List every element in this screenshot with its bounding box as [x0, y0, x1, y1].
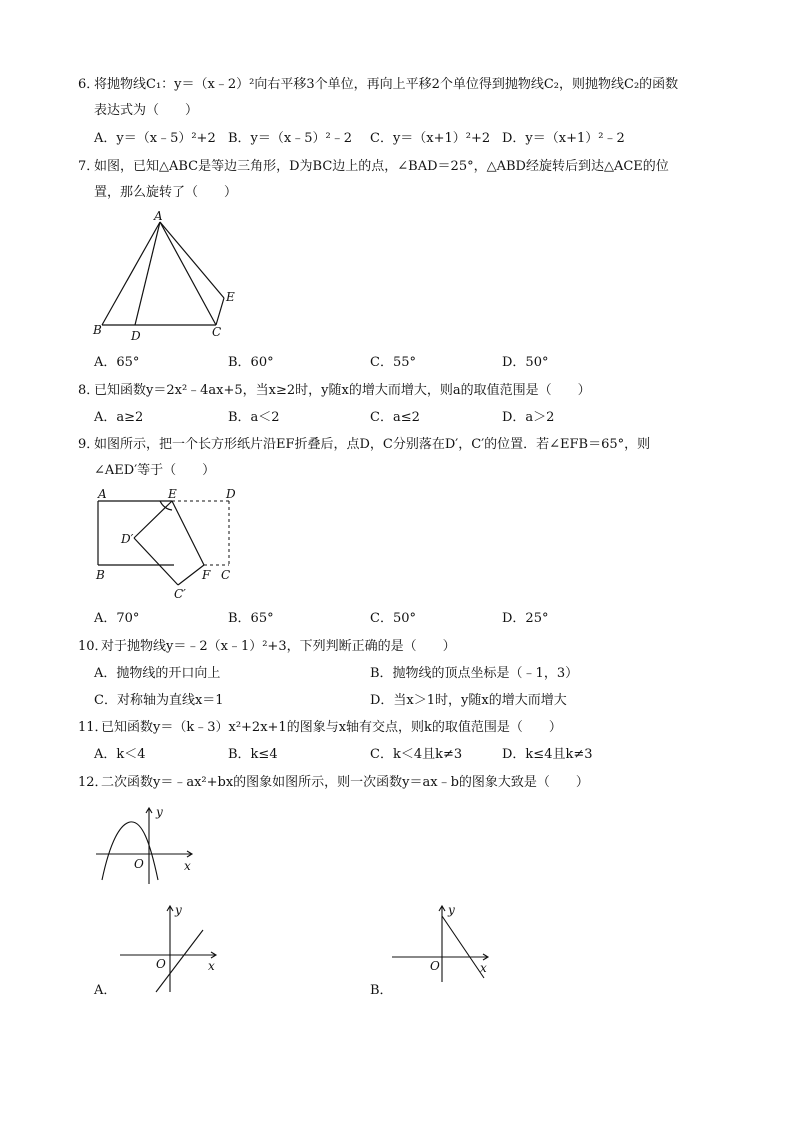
- q12-parabola-label-y: y: [156, 805, 163, 819]
- q9-folded-rectangle-figure: [90, 484, 250, 604]
- q6-text-line2: 表达式为（ ）: [94, 103, 199, 118]
- q12-b-label-y: y: [448, 903, 455, 917]
- q11-option-b[interactable]: B．k≤4: [228, 747, 278, 762]
- q12-text-line1: 二次函数y＝﹣ax²+bx的图象如图所示，则一次函数y＝ax﹣b的图象大致是（ ）: [101, 775, 589, 790]
- q11-option-a[interactable]: A．k＜4: [94, 747, 146, 762]
- q11-option-d[interactable]: D．k≤4且k≠3: [502, 747, 593, 762]
- q9-number: 9．: [78, 437, 100, 452]
- q7-option-a[interactable]: A．65°: [94, 355, 140, 370]
- q9-label-a: A: [98, 487, 107, 501]
- q7-option-b[interactable]: B．60°: [228, 355, 274, 370]
- q7-option-c[interactable]: C．55°: [370, 355, 416, 370]
- q12-option-a[interactable]: A．: [94, 983, 117, 998]
- q9-segment-ed-prime: [134, 501, 172, 538]
- q10-option-a[interactable]: A．抛物线的开口向上: [94, 666, 221, 681]
- q12-a-label-o: O: [156, 957, 166, 971]
- q9-segment-ef: [172, 501, 204, 565]
- q8-number: 8．: [78, 383, 100, 398]
- q9-label-c: C: [221, 568, 231, 582]
- q11-option-c[interactable]: C．k＜4且k≠3: [370, 747, 463, 762]
- q6-option-c[interactable]: C．y＝（x+1）²+2: [370, 131, 491, 146]
- q9-option-b[interactable]: B．65°: [228, 611, 274, 626]
- q12-number: 12．: [78, 775, 108, 790]
- q12-b-label-x: x: [480, 961, 487, 975]
- q10-option-d[interactable]: D．当x＞1时，y随x的增大而增大: [370, 693, 567, 708]
- q9-label-c-prime: C′: [174, 587, 186, 601]
- q8-text-line1: 已知函数y＝2x²﹣4ax+5，当x≥2时，y随x的增大而增大，则a的取值范围是（ ）: [94, 383, 591, 398]
- q9-segment-d-prime-c-prime: [134, 538, 178, 585]
- q12-option-b[interactable]: B．: [370, 983, 393, 998]
- q7-segment-ab: [102, 222, 160, 325]
- q7-label-a: A: [154, 209, 163, 223]
- q7-label-c: C: [212, 325, 222, 339]
- q8-option-a[interactable]: A．a≥2: [94, 410, 144, 425]
- q11-number: 11．: [78, 720, 108, 735]
- q6-option-d[interactable]: D．y＝（x+1）²﹣2: [502, 131, 625, 146]
- q9-label-f: F: [202, 568, 211, 582]
- q9-label-e: E: [168, 487, 177, 501]
- q10-number: 10．: [78, 639, 108, 654]
- q7-label-e: E: [226, 290, 235, 304]
- q10-option-c[interactable]: C．对称轴为直线x＝1: [94, 693, 224, 708]
- q7-triangle-figure: [90, 208, 250, 348]
- q8-option-b[interactable]: B．a＜2: [228, 410, 280, 425]
- q12-option-a-graph: [118, 900, 228, 995]
- q8-option-d[interactable]: D．a＞2: [502, 410, 555, 425]
- q7-segment-ac: [160, 222, 216, 325]
- q12-b-label-o: O: [430, 959, 440, 973]
- q7-segment-ae: [160, 222, 224, 298]
- q10-option-b[interactable]: B．抛物线的顶点坐标是（﹣1，3）: [370, 666, 579, 681]
- q12-a-label-x: x: [208, 959, 215, 973]
- q9-option-a[interactable]: A．70°: [94, 611, 140, 626]
- q9-label-d-prime: D′: [121, 532, 134, 546]
- q8-option-c[interactable]: C．a≤2: [370, 410, 420, 425]
- q9-segment-c-prime-f: [178, 565, 204, 585]
- q12-b-line: [442, 916, 484, 978]
- q7-segment-ad: [135, 222, 160, 325]
- q7-text-line2: 置，那么旋转了（ ）: [94, 185, 238, 200]
- q9-option-c[interactable]: C．50°: [370, 611, 416, 626]
- q7-option-d[interactable]: D．50°: [502, 355, 549, 370]
- q12-parabola-label-o: O: [134, 857, 144, 871]
- q12-parabola-graph: [92, 802, 202, 887]
- q6-option-b[interactable]: B．y＝（x﹣5）²﹣2: [228, 131, 352, 146]
- q9-text-line1: 如图所示，把一个长方形纸片沿EF折叠后，点D，C分别落在D′，C′的位置．若∠EFB＝65°，则: [94, 437, 651, 452]
- q12-parabola-curve: [102, 822, 158, 880]
- q12-a-label-y: y: [175, 903, 182, 917]
- q11-text-line1: 已知函数y＝（k﹣3）x²+2x+1的图象与x轴有交点，则k的取值范围是（ ）: [101, 720, 562, 735]
- q10-text-line1: 对于抛物线y＝﹣2（x﹣1）²+3，下列判断正确的是（ ）: [101, 639, 456, 654]
- q7-label-b: B: [93, 323, 102, 337]
- q12-option-b-graph: [390, 900, 500, 985]
- q7-label-d: D: [131, 329, 141, 343]
- q12-parabola-label-x: x: [184, 859, 191, 873]
- q7-number: 7．: [78, 159, 100, 174]
- q9-label-d: D: [226, 487, 236, 501]
- q9-text-line2: ∠AED′等于（ ）: [94, 463, 216, 478]
- q6-text-line1: 将抛物线C₁：y＝（x﹣2）²向右平移3个单位，再向上平移2个单位得到抛物线C₂，则抛物线C₂的函数: [94, 77, 679, 92]
- q9-label-b: B: [96, 568, 105, 582]
- q9-option-d[interactable]: D．25°: [502, 611, 549, 626]
- q7-text-line1: 如图，已知△ABC是等边三角形，D为BC边上的点，∠BAD＝25°，△ABD经旋转后到达△ACE的位: [94, 159, 669, 174]
- q7-segment-ce: [216, 298, 224, 325]
- q6-option-a[interactable]: A．y＝（x﹣5）²+2: [94, 131, 216, 146]
- q6-number: 6．: [78, 77, 100, 92]
